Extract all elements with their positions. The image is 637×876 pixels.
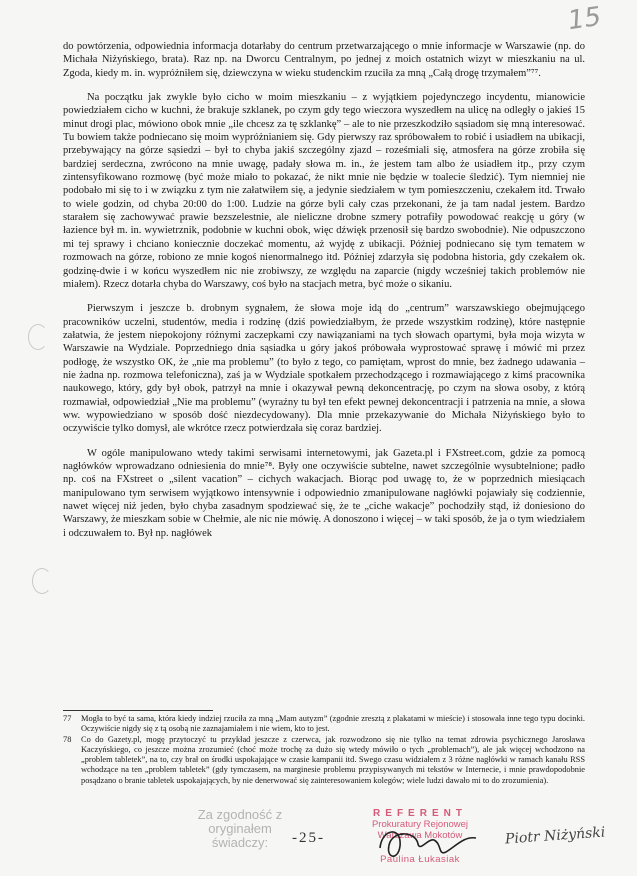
paragraph: do powtórzenia, odpowiednia informacja dotarłaby do centrum przetwarzającego o mnie informacje w Warszawie (np. do Michała Niżyńskiego, brata). Raz np. na Dworcu Centralnym, po jednej z moich ostatnich wizyt w mieszkaniu na ul. Zgoda, kiedy m. in. wypróżniłem się, dziewczyna w wieku studenckim rzuciła za mną „Całą drogę trzymałem”⁷⁷. xyxy=(63,41,585,79)
punch-hole-mark xyxy=(32,568,52,594)
paragraph: Pierwszym i jeszcze b. drobnym sygnałem, że słowa moje idą do „centrum” warszawskiego obejmującego pracowników uczelni, studentów, media i rodzinę (dziś powiedziałbym, że przede wszystkim rodzinę), które następnie załatwia, że jestem niepokojony różnymi zaczepkami czy nawiązaniami na tych słowach opartymi, była moja wizyta w Warszawie na Wydziale. Poprzedniego dnia sąsiadka u góry jakoś próbowała wyprostować sprawę i mówić mi przez podłogę, że wszystko OK, że „nie ma problemu” (to było z tego, co pamiętam, wprost do mnie, bez żadnego udawania – nie żadna np. rozmowa telefoniczna), zaś ja w Wydziale spotkałem przechodzącego i rozmawiającego z kimś pracownika naukowego, który, gdy był obok, patrzył na mnie i okazywał pewną dekoncentrację, po czym na słowa osoby, z którą rozmawiał, odpowiedział „Nie ma problemu” (wyraźny tu był ten efekt pewnej dekoncentracji i patrzenia na mnie, a słowa ww. wypowiedziano w sposób dość niezdecydowany). Dla mnie przekazywanie do Michała Niżyńskiego było to oczywiście tylko domysł, ale wkrótce rzecz potwierdzała się coraz bardziej. xyxy=(63,303,585,435)
author-signature: Piotr Niżyński xyxy=(504,824,606,848)
stamp-title: REFERENT xyxy=(373,808,467,819)
footnote-rule xyxy=(63,710,213,711)
footnote-number: 77 xyxy=(63,714,72,723)
stamp-name: Paulina Łukasiak xyxy=(380,854,460,865)
certification-stamp: Za zgodność z oryginałem świadczy: xyxy=(197,807,283,850)
footnote-number: 78 xyxy=(63,734,72,744)
official-signature-mark xyxy=(372,818,492,868)
stamp-line: Warszawa Mokotów xyxy=(377,830,463,841)
paragraph: W ogóle manipulowano wtedy takimi serwisami internetowymi, jak Gazeta.pl i FXstreet.com, gdzie za pomocą nagłówków wprowadzano odniesienia do mnie⁷⁸. Były one oczywiście subtelne, nawet szczególnie wysubtelnione; padło np. coś na FXstreet o „silent vacation” – cichych wakacjach. Biorąc pod uwagę to, że w poprzednich miesiącach manipulowano tym serwisem wyjątkowo intensywnie i odpowiednio zmanipulowane nagłówki pojawiały się codziennie, nawet więcej niż jeden, było chyba zasadnym spodziewać się, że te „ciche wakacje” pochodziły stąd, iż doniesiono do Warszawy, że mieszkam sobie w Chełmie, ale nic nie mówię. A donoszono i więcej – w taki sposób, że ja o tym wiedziałem i odczuwałem to. Był np. nagłówek xyxy=(63,447,585,539)
body-text xyxy=(63,40,585,551)
footnotes xyxy=(63,710,585,786)
page-number: -25- xyxy=(292,830,325,846)
stamp-line: Prokuratury Rejonowej xyxy=(371,819,469,830)
footnote-text: Mogła to być ta sama, która kiedy indziej rzuciła za mną „Mam autyzm” (zgodnie zresztą z plakatami w mieście) i stosowała inne tego typu docinki. Oczywiście nigdy się z tą osobą nie zaznajamiałem i nie wiem, kto to jest. xyxy=(81,714,585,734)
footnote xyxy=(63,714,585,735)
punch-hole-mark xyxy=(28,324,48,350)
footnote-text: Co do Gazety.pl, mogę przytoczyć tu przykład jeszcze z czerwca, jak rozwodzono się nie tylko na temat zdrowia psychicznego Jarosława Kaczyńskiego, co jeszcze można zrozumieć (choć może trochę za dużo się wtedy mówiło o tych „problemach”), ale jak więcej wchodzono na „problem tabletek”, na to, czy brał on środki uspokajające w czasie kampanii itd. Swego czasu widziałem z 3 różne nagłówki w ramach kanału RSS wchodzące na ten „problem tabletek” (gdy tymczasem, na marginesie problemu przypisywanych mi tekstów w Internecie, i mnie prawdopodobnie posądzano o branie tabletek uspokajających, by nie denerwować się zainteresowaniem kolegów; wiele ludzi dawało mi to do zrozumienia). xyxy=(81,734,585,785)
footnote xyxy=(63,735,585,786)
handwritten-page-number: 15 xyxy=(566,1,604,37)
paragraph: Na początku jak zwykle było cicho w moim mieszkaniu – z wyjątkiem pojedynczego incydentu, mianowicie powiedziałem cicho w kuchni, że brakuje szklanek, po czym gdy tego wieczora wyszedłem na ulicę na odległy o jakieś 15 minut drogi plac, mówiono obok mnie „ile chcesz za tę szklankę” – ale to nie przeszkodziło sąsiadom się mną interesować. Tu bowiem także podniecano się moim wypróżnianiem się. Gdy pierwszy raz spróbowałem to robić i usiadłem na ubikacji, przebywający na górze sąsiedzi – był to chyba jakiś szczególny zjazd – roześmiali się, atmosfera na górze zrobiła się bardziej serdeczna, zwrócono na mnie uwagę, padały słowa m. in., że jestem tam albo że usiadłem itp., przy czym zintensyfikowano rozmowę (być może miało to pokazać, że nikt mnie nie będzie w toalecie śledzić). Tym niemniej nie podobało mi się to i w związku z tym nie załatwiłem się, a jedynie siedziałem w tym pomieszczeniu, czekałem itd. Trwało to wiele godzin, od chyba 20:00 do 1:00. Ludzie na górze byli cały czas przekonani, że ja tam nadal jestem. Bardzo starałem się zachowywać prawie bezszelestnie, ale nieliczne drobne szmery potrafiły powodować reakcję u góry (w łazience był m. in. wywietrznik, podobnie w kuchni obok, więc dźwięk przenosił się bardzo swobodnie). Nie odpuszczono mi tej sprawy i chciano koniecznie doczekać momentu, aż wyjdę z ubikacji. Później podniecano się tym tematem w rozmowach na górze, robiono ze mnie kogoś nienormalnego itd. Później zdarzyła się podobna historia, gdy czekałem ok. godzinę-dwie i w końcu wyszedłem nic nie zrobiwszy, ze względu na zaparcie (nigdy wcześniej takich problemów nie miałem). Rzecz dotarła chyba do Warszawy, coś było na stacjach metra, być może o sikaniu. xyxy=(63,92,585,290)
